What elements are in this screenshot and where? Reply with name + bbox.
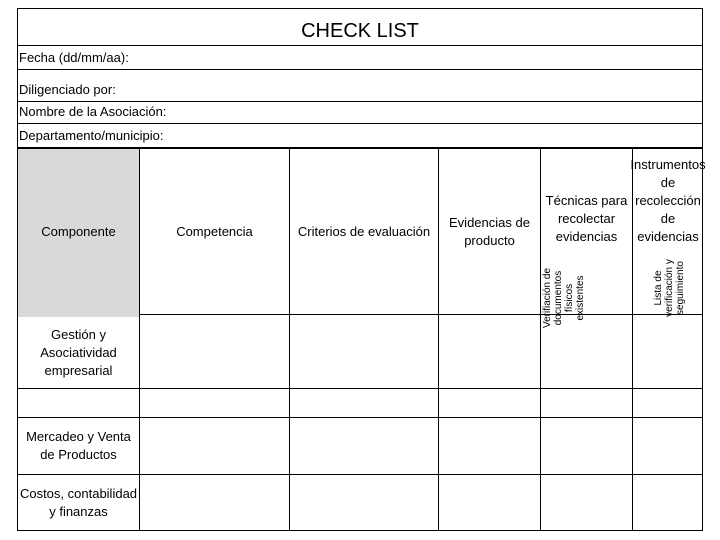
grid-line [139,314,703,315]
header-evidencias: Evidencias de producto [449,214,530,248]
header-competencia: Competencia [176,223,253,239]
header-componente: Componente [41,223,116,239]
component-costos: Costos, contabilidad y finanzas [19,486,138,519]
header-tecnicas-sub: Verifiación de documentos físicos existentes [542,267,586,329]
header-instrumentos: Instrumentos de recolección de evidencias [630,157,706,244]
field-departamento[interactable]: Departamento/municipio: [17,124,703,148]
component-gestion: Gestión y Asociatividad empresarial [40,326,117,378]
field-fecha[interactable]: Fecha (dd/mm/aa): [17,46,703,70]
header-instrumentos-sub: Lista de verificación y seguimiento [652,259,686,317]
page-title: CHECK LIST [17,8,703,46]
header-tecnicas: Técnicas para recolectar evidencias [545,193,628,244]
grid-line [18,388,703,389]
field-diligenciado[interactable]: Diligenciado por: [17,78,703,102]
header-criterios: Criterios de evaluación [297,223,431,239]
field-asociacion[interactable]: Nombre de la Asociación: [17,100,703,124]
component-mercadeo: Mercadeo y Venta de Productos [26,429,131,462]
